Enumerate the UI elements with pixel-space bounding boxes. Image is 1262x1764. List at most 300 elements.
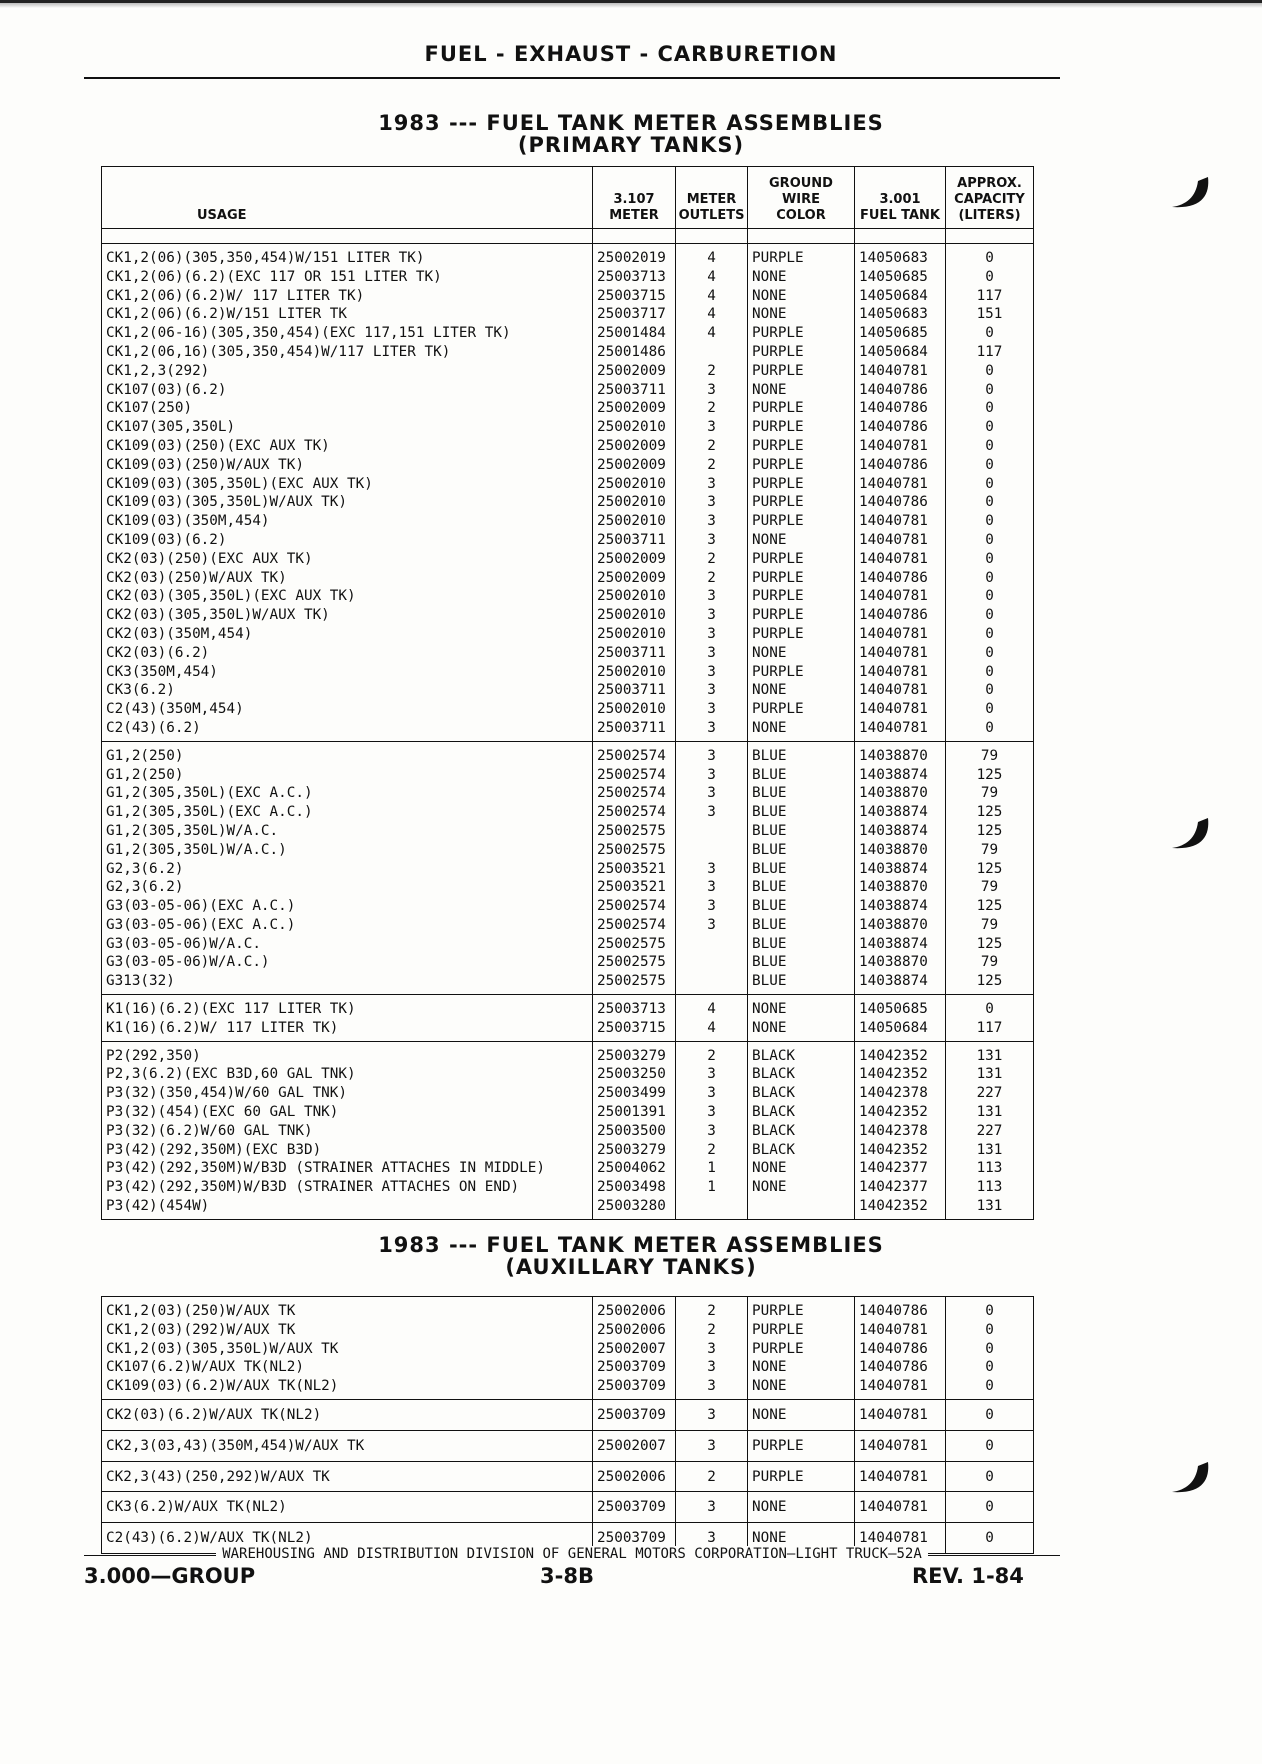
usage-cell: G1,2(305,350L)W/A.C.) — [102, 841, 593, 860]
capacity-cell: 0 — [946, 700, 1034, 719]
footer-line-text: WAREHOUSING AND DISTRIBUTION DIVISION OF GENERAL MOTORS CORPORATION—LIGHT TRUCK—52A — [216, 1546, 928, 1562]
fuel-tank-cell: 14038870 — [855, 841, 946, 860]
meter-cell: 25003498 — [593, 1178, 676, 1197]
table-row — [102, 324, 1034, 343]
fuel-tank-cell: 14038870 — [855, 741, 946, 765]
outlets-cell: 3 — [676, 1122, 748, 1141]
fuel-tank-cell: 14038874 — [855, 972, 946, 994]
fuel-tank-cell: 14040786 — [855, 1297, 946, 1321]
wire-color-cell: BLUE — [748, 916, 855, 935]
table-row — [102, 700, 1034, 719]
usage-cell: CK2,3(43)(250,292)W/AUX TK — [102, 1461, 593, 1492]
column-header-capacity: APPROX. CAPACITY (LITERS) — [946, 167, 1034, 229]
outlets-cell: 3 — [676, 625, 748, 644]
outlets-cell: 3 — [676, 766, 748, 785]
outlets-cell: 3 — [676, 1430, 748, 1461]
usage-cell: CK1,2(06)(6.2)W/ 117 LITER TK) — [102, 287, 593, 306]
usage-cell: CK1,2(06,16)(305,350,454)W/117 LITER TK) — [102, 343, 593, 362]
outlets-cell — [676, 1197, 748, 1219]
capacity-cell: 227 — [946, 1122, 1034, 1141]
fuel-tank-cell: 14042352 — [855, 1041, 946, 1065]
capacity-cell: 79 — [946, 953, 1034, 972]
table-row — [102, 512, 1034, 531]
row-group — [102, 1297, 1034, 1400]
usage-cell: C2(43)(350M,454) — [102, 700, 593, 719]
meter-cell: 25002010 — [593, 700, 676, 719]
row-group — [102, 1041, 1034, 1219]
fuel-tank-cell: 14050684 — [855, 287, 946, 306]
table-row — [102, 418, 1034, 437]
usage-cell: P3(42)(454W) — [102, 1197, 593, 1219]
table-row — [102, 681, 1034, 700]
table-row — [102, 493, 1034, 512]
table-row — [102, 1019, 1034, 1041]
capacity-cell: 0 — [946, 719, 1034, 741]
wire-color-cell: NONE — [748, 268, 855, 287]
fuel-tank-cell: 14050685 — [855, 268, 946, 287]
table-row — [102, 381, 1034, 400]
fuel-tank-cell: 14040781 — [855, 700, 946, 719]
capacity-cell: 125 — [946, 860, 1034, 879]
table-row — [102, 916, 1034, 935]
table-row — [102, 860, 1034, 879]
fuel-tank-cell: 14040786 — [855, 1358, 946, 1377]
table-row — [102, 1122, 1034, 1141]
table-row — [102, 244, 1034, 268]
usage-cell: G1,2(305,350L)(EXC A.C.) — [102, 784, 593, 803]
outlets-cell: 3 — [676, 475, 748, 494]
table-row — [102, 569, 1034, 588]
outlets-cell: 4 — [676, 268, 748, 287]
fuel-tank-cell: 14038870 — [855, 878, 946, 897]
fuel-tank-cell: 14040781 — [855, 437, 946, 456]
fuel-tank-cell: 14038870 — [855, 784, 946, 803]
usage-cell: P3(42)(292,350M)W/B3D (STRAINER ATTACHES ON END) — [102, 1178, 593, 1197]
capacity-cell: 131 — [946, 1103, 1034, 1122]
meter-cell: 25003709 — [593, 1377, 676, 1399]
outlets-cell: 3 — [676, 1492, 748, 1523]
table-row — [102, 1041, 1034, 1065]
fuel-tank-cell: 14040781 — [855, 531, 946, 550]
usage-cell: CK107(6.2)W/AUX TK(NL2) — [102, 1358, 593, 1377]
usage-cell: G3(03-05-06)W/A.C. — [102, 935, 593, 954]
table-row — [102, 822, 1034, 841]
fuel-tank-cell: 14042377 — [855, 1178, 946, 1197]
usage-cell: CK109(03)(350M,454) — [102, 512, 593, 531]
wire-color-cell: NONE — [748, 681, 855, 700]
capacity-cell: 79 — [946, 878, 1034, 897]
table-row — [102, 531, 1034, 550]
wire-color-cell: BLACK — [748, 1041, 855, 1065]
wire-color-cell: PURPLE — [748, 1297, 855, 1321]
capacity-cell: 151 — [946, 305, 1034, 324]
table-row — [102, 935, 1034, 954]
primary-title-line2: (PRIMARY TANKS) — [517, 133, 745, 157]
capacity-cell: 125 — [946, 803, 1034, 822]
fuel-tank-cell: 14042352 — [855, 1141, 946, 1160]
fuel-tank-cell: 14050684 — [855, 343, 946, 362]
wire-color-cell: PURPLE — [748, 606, 855, 625]
meter-cell: 25003711 — [593, 531, 676, 550]
usage-cell: CK1,2(03)(250)W/AUX TK — [102, 1297, 593, 1321]
column-header-outlets: METER OUTLETS — [676, 167, 748, 229]
fuel-tank-cell: 14038874 — [855, 935, 946, 954]
usage-cell: CK109(03)(6.2) — [102, 531, 593, 550]
usage-cell: G1,2(305,350L)W/A.C. — [102, 822, 593, 841]
meter-cell: 25002575 — [593, 953, 676, 972]
meter-cell: 25004062 — [593, 1159, 676, 1178]
table-row — [102, 972, 1034, 994]
meter-cell: 25003717 — [593, 305, 676, 324]
usage-cell: CK2(03)(250)(EXC AUX TK) — [102, 550, 593, 569]
fuel-tank-cell: 14040781 — [855, 1377, 946, 1399]
outlets-cell — [676, 972, 748, 994]
wire-color-cell: BLUE — [748, 897, 855, 916]
meter-cell: 25003521 — [593, 878, 676, 897]
table-row — [102, 1358, 1034, 1377]
table-row — [102, 1197, 1034, 1219]
wire-color-cell: BLACK — [748, 1122, 855, 1141]
capacity-cell: 79 — [946, 741, 1034, 765]
meter-cell: 25002006 — [593, 1297, 676, 1321]
usage-cell: CK2(03)(6.2) — [102, 644, 593, 663]
meter-cell: 25002010 — [593, 587, 676, 606]
outlets-cell: 3 — [676, 1065, 748, 1084]
meter-cell: 25003521 — [593, 860, 676, 879]
table-row — [102, 362, 1034, 381]
capacity-cell: 117 — [946, 1019, 1034, 1041]
footer-page-number: 3-8B — [540, 1564, 594, 1588]
outlets-cell: 3 — [676, 1377, 748, 1399]
footer-revision: REV. 1-84 — [912, 1564, 1024, 1588]
meter-cell: 25002574 — [593, 741, 676, 765]
outlets-cell — [676, 343, 748, 362]
table-row — [102, 1159, 1034, 1178]
outlets-cell: 3 — [676, 606, 748, 625]
fuel-tank-cell: 14040781 — [855, 625, 946, 644]
usage-cell: CK1,2(06)(6.2)(EXC 117 OR 151 LITER TK) — [102, 268, 593, 287]
wire-color-cell: PURPLE — [748, 475, 855, 494]
capacity-cell: 0 — [946, 681, 1034, 700]
usage-cell: K1(16)(6.2)W/ 117 LITER TK) — [102, 1019, 593, 1041]
outlets-cell: 3 — [676, 719, 748, 741]
capacity-cell: 0 — [946, 531, 1034, 550]
meter-cell: 25002574 — [593, 784, 676, 803]
wire-color-cell: PURPLE — [748, 587, 855, 606]
fuel-tank-cell: 14038874 — [855, 897, 946, 916]
wire-color-cell: BLUE — [748, 878, 855, 897]
outlets-cell: 3 — [676, 1358, 748, 1377]
meter-cell: 25002006 — [593, 1321, 676, 1340]
capacity-cell: 0 — [946, 1523, 1034, 1554]
usage-cell: G3(03-05-06)(EXC A.C.) — [102, 897, 593, 916]
capacity-cell: 0 — [946, 399, 1034, 418]
usage-cell: CK1,2(06)(305,350,454)W/151 LITER TK) — [102, 244, 593, 268]
capacity-cell: 0 — [946, 995, 1034, 1019]
meter-cell: 25003279 — [593, 1041, 676, 1065]
outlets-cell: 3 — [676, 1103, 748, 1122]
outlets-cell: 3 — [676, 644, 748, 663]
fuel-tank-cell: 14040781 — [855, 1399, 946, 1430]
capacity-cell: 0 — [946, 475, 1034, 494]
table-row — [102, 803, 1034, 822]
outlets-cell: 3 — [676, 916, 748, 935]
meter-cell: 25003709 — [593, 1358, 676, 1377]
fuel-tank-cell: 14040781 — [855, 663, 946, 682]
outlets-cell: 3 — [676, 1523, 748, 1554]
column-header-fuel-tank: 3.001 FUEL TANK — [855, 167, 946, 229]
fuel-tank-cell: 14040786 — [855, 1340, 946, 1359]
outlets-cell: 4 — [676, 1019, 748, 1041]
meter-cell: 25002009 — [593, 569, 676, 588]
table-row — [102, 475, 1034, 494]
meter-cell: 25002010 — [593, 625, 676, 644]
meter-cell: 25002574 — [593, 803, 676, 822]
row-group — [102, 1492, 1034, 1523]
meter-cell: 25003709 — [593, 1399, 676, 1430]
table-row — [102, 1340, 1034, 1359]
table-row — [102, 766, 1034, 785]
fuel-tank-cell: 14040781 — [855, 644, 946, 663]
table-row — [102, 1084, 1034, 1103]
row-group — [102, 741, 1034, 994]
wire-color-cell: BLUE — [748, 822, 855, 841]
outlets-cell: 4 — [676, 305, 748, 324]
table-row — [102, 1297, 1034, 1321]
header-spacer — [102, 229, 1034, 244]
fuel-tank-cell: 14040781 — [855, 1492, 946, 1523]
capacity-cell: 79 — [946, 841, 1034, 860]
usage-cell: CK107(250) — [102, 399, 593, 418]
outlets-cell: 1 — [676, 1178, 748, 1197]
meter-cell: 25002019 — [593, 244, 676, 268]
usage-cell: CK2,3(03,43)(350M,454)W/AUX TK — [102, 1430, 593, 1461]
column-header-wire-color: GROUND WIRE COLOR — [748, 167, 855, 229]
capacity-cell: 131 — [946, 1141, 1034, 1160]
outlets-cell: 2 — [676, 1297, 748, 1321]
meter-cell: 25003709 — [593, 1492, 676, 1523]
row-group — [102, 1399, 1034, 1430]
wire-color-cell: BLACK — [748, 1084, 855, 1103]
usage-cell: CK109(03)(250)(EXC AUX TK) — [102, 437, 593, 456]
table-row — [102, 1492, 1034, 1523]
outlets-cell: 3 — [676, 531, 748, 550]
fuel-tank-cell: 14040781 — [855, 719, 946, 741]
usage-cell: P3(42)(292,350M)(EXC B3D) — [102, 1141, 593, 1160]
capacity-cell: 227 — [946, 1084, 1034, 1103]
usage-cell: P3(42)(292,350M)W/B3D (STRAINER ATTACHES IN MIDDLE) — [102, 1159, 593, 1178]
capacity-cell: 0 — [946, 569, 1034, 588]
meter-cell: 25003711 — [593, 381, 676, 400]
outlets-cell: 3 — [676, 587, 748, 606]
usage-cell: G2,3(6.2) — [102, 860, 593, 879]
meter-cell: 25001486 — [593, 343, 676, 362]
meter-cell: 25002009 — [593, 362, 676, 381]
auxiliary-title — [0, 1234, 1262, 1278]
meter-cell: 25002010 — [593, 512, 676, 531]
outlets-cell: 3 — [676, 897, 748, 916]
table-row — [102, 625, 1034, 644]
fuel-tank-cell: 14050685 — [855, 324, 946, 343]
wire-color-cell: BLACK — [748, 1065, 855, 1084]
outlets-cell: 2 — [676, 1461, 748, 1492]
usage-cell: CK2(03)(6.2)W/AUX TK(NL2) — [102, 1399, 593, 1430]
usage-cell: CK1,2,3(292) — [102, 362, 593, 381]
wire-color-cell: NONE — [748, 381, 855, 400]
meter-cell: 25003711 — [593, 644, 676, 663]
meter-cell: 25003713 — [593, 995, 676, 1019]
wire-color-cell: NONE — [748, 719, 855, 741]
fuel-tank-cell: 14040781 — [855, 475, 946, 494]
column-header-meter: 3.107 METER — [593, 167, 676, 229]
capacity-cell: 113 — [946, 1159, 1034, 1178]
outlets-cell: 3 — [676, 860, 748, 879]
usage-cell: P3(32)(454)(EXC 60 GAL TNK) — [102, 1103, 593, 1122]
outlets-cell: 4 — [676, 287, 748, 306]
fuel-tank-cell: 14040786 — [855, 381, 946, 400]
table-row — [102, 784, 1034, 803]
capacity-cell: 125 — [946, 822, 1034, 841]
wire-color-cell: PURPLE — [748, 456, 855, 475]
fuel-tank-cell: 14040781 — [855, 1321, 946, 1340]
fuel-tank-cell: 14042352 — [855, 1065, 946, 1084]
wire-color-cell: BLUE — [748, 766, 855, 785]
outlets-cell: 1 — [676, 1159, 748, 1178]
capacity-cell: 0 — [946, 606, 1034, 625]
table-row — [102, 587, 1034, 606]
wire-color-cell: BLACK — [748, 1141, 855, 1160]
table-row — [102, 287, 1034, 306]
table-row — [102, 1430, 1034, 1461]
table-row — [102, 719, 1034, 741]
usage-cell: CK109(03)(250)W/AUX TK) — [102, 456, 593, 475]
table-row — [102, 878, 1034, 897]
wire-color-cell: PURPLE — [748, 418, 855, 437]
meter-cell: 25002574 — [593, 897, 676, 916]
wire-color-cell: PURPLE — [748, 493, 855, 512]
auxiliary-tanks-table — [101, 1296, 1034, 1554]
outlets-cell: 3 — [676, 1084, 748, 1103]
wire-color-cell: NONE — [748, 1358, 855, 1377]
wire-color-cell: BLUE — [748, 953, 855, 972]
outlets-cell: 3 — [676, 493, 748, 512]
outlets-cell: 4 — [676, 995, 748, 1019]
table-row — [102, 1103, 1034, 1122]
wire-color-cell: PURPLE — [748, 362, 855, 381]
table-row — [102, 343, 1034, 362]
row-group — [102, 1461, 1034, 1492]
meter-cell: 25002575 — [593, 935, 676, 954]
table-row — [102, 305, 1034, 324]
fuel-tank-cell: 14042377 — [855, 1159, 946, 1178]
table-row — [102, 1065, 1034, 1084]
wire-color-cell: NONE — [748, 1019, 855, 1041]
table-row — [102, 841, 1034, 860]
wire-color-cell: NONE — [748, 287, 855, 306]
fuel-tank-cell: 14040781 — [855, 362, 946, 381]
fuel-tank-cell: 14040786 — [855, 399, 946, 418]
meter-cell: 25001484 — [593, 324, 676, 343]
outlets-cell: 3 — [676, 1399, 748, 1430]
footer-line — [84, 1546, 1060, 1562]
meter-cell: 25002010 — [593, 663, 676, 682]
wire-color-cell: BLUE — [748, 841, 855, 860]
usage-cell: G1,2(250) — [102, 766, 593, 785]
wire-color-cell: PURPLE — [748, 1321, 855, 1340]
capacity-cell: 0 — [946, 418, 1034, 437]
wire-color-cell — [748, 1197, 855, 1219]
capacity-cell: 79 — [946, 916, 1034, 935]
wire-color-cell: NONE — [748, 995, 855, 1019]
outlets-cell — [676, 935, 748, 954]
binder-hole-icon — [1168, 175, 1212, 215]
fuel-tank-cell: 14040781 — [855, 681, 946, 700]
outlets-cell: 3 — [676, 878, 748, 897]
capacity-cell: 0 — [946, 587, 1034, 606]
capacity-cell: 0 — [946, 625, 1034, 644]
meter-cell: 25003280 — [593, 1197, 676, 1219]
fuel-tank-cell: 14040786 — [855, 569, 946, 588]
meter-cell: 25002575 — [593, 822, 676, 841]
outlets-cell: 2 — [676, 399, 748, 418]
wire-color-cell: PURPLE — [748, 399, 855, 418]
row-group — [102, 244, 1034, 742]
meter-cell: 25003250 — [593, 1065, 676, 1084]
usage-cell: CK107(03)(6.2) — [102, 381, 593, 400]
capacity-cell: 0 — [946, 268, 1034, 287]
usage-cell: CK2(03)(305,350L)(EXC AUX TK) — [102, 587, 593, 606]
wire-color-cell: NONE — [748, 644, 855, 663]
meter-cell: 25002574 — [593, 916, 676, 935]
usage-cell: G3(03-05-06)W/A.C.) — [102, 953, 593, 972]
outlets-cell: 2 — [676, 437, 748, 456]
capacity-cell: 0 — [946, 1461, 1034, 1492]
usage-cell: P3(32)(6.2)W/60 GAL TNK) — [102, 1122, 593, 1141]
meter-cell: 25003713 — [593, 268, 676, 287]
capacity-cell: 117 — [946, 343, 1034, 362]
wire-color-cell: PURPLE — [748, 244, 855, 268]
capacity-cell: 0 — [946, 1297, 1034, 1321]
meter-cell: 25002007 — [593, 1340, 676, 1359]
capacity-cell: 131 — [946, 1041, 1034, 1065]
fuel-tank-cell: 14038874 — [855, 803, 946, 822]
wire-color-cell: BLUE — [748, 860, 855, 879]
meter-cell: 25002575 — [593, 972, 676, 994]
capacity-cell: 125 — [946, 972, 1034, 994]
capacity-cell: 0 — [946, 550, 1034, 569]
wire-color-cell: NONE — [748, 531, 855, 550]
table-row — [102, 1461, 1034, 1492]
fuel-tank-cell: 14042378 — [855, 1084, 946, 1103]
usage-cell: CK109(03)(305,350L)W/AUX TK) — [102, 493, 593, 512]
outlets-cell: 3 — [676, 784, 748, 803]
usage-cell: C2(43)(6.2) — [102, 719, 593, 741]
meter-cell: 25003709 — [593, 1523, 676, 1554]
capacity-cell: 125 — [946, 897, 1034, 916]
capacity-cell: 0 — [946, 324, 1034, 343]
outlets-cell: 2 — [676, 1141, 748, 1160]
outlets-cell: 3 — [676, 1340, 748, 1359]
capacity-cell: 0 — [946, 1340, 1034, 1359]
fuel-tank-cell: 14038874 — [855, 822, 946, 841]
outlets-cell: 3 — [676, 681, 748, 700]
usage-cell: CK1,2(03)(292)W/AUX TK — [102, 1321, 593, 1340]
capacity-cell: 0 — [946, 437, 1034, 456]
usage-cell: CK107(305,350L) — [102, 418, 593, 437]
fuel-tank-cell: 14050685 — [855, 995, 946, 1019]
scan-top-edge — [0, 0, 1262, 8]
capacity-cell: 0 — [946, 1377, 1034, 1399]
